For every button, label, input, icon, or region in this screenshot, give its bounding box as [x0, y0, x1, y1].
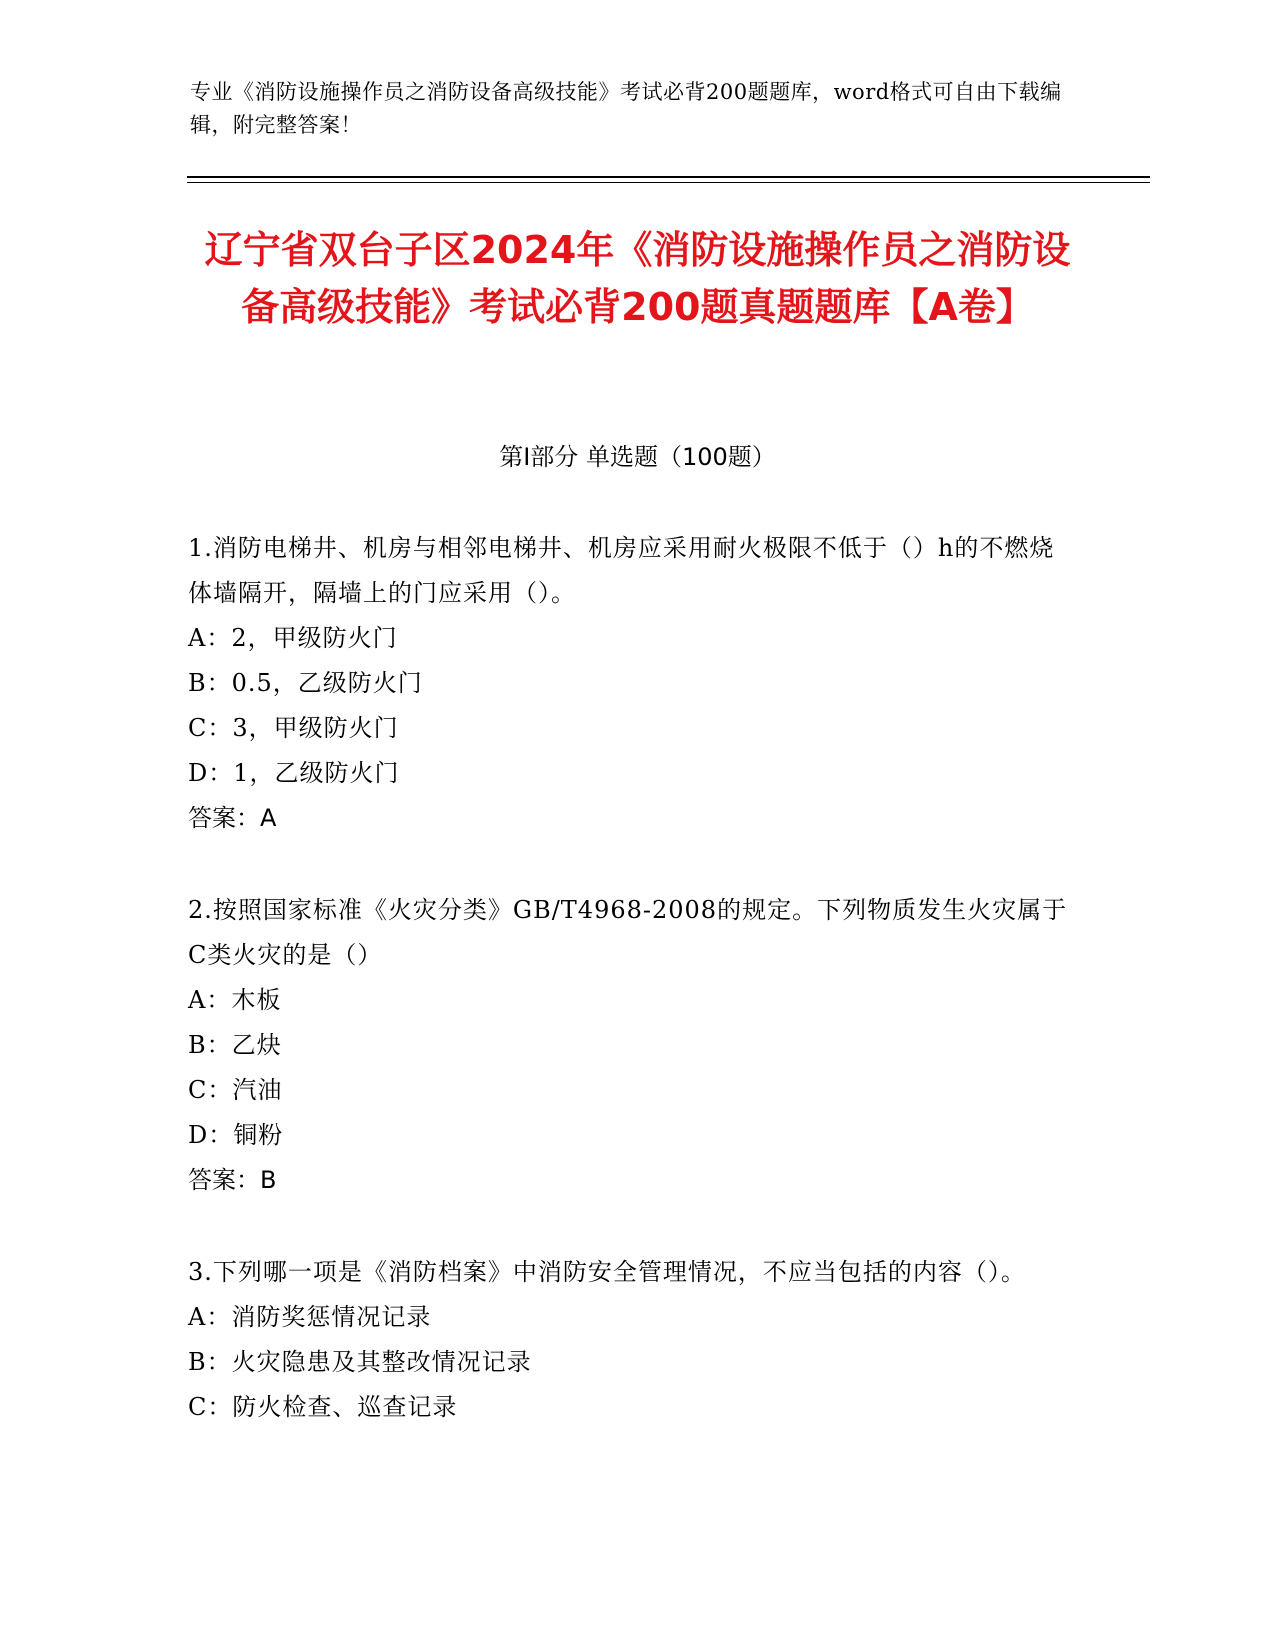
section-heading: 第I部分 单选题（100题） [499, 443, 776, 471]
option-b: B：火灾隐患及其整改情况记录 [188, 1348, 532, 1376]
question-stem: 1.消防电梯井、机房与相邻电梯井、机房应采用耐火极限不低于（）h的不燃烧体墙隔开，隔墙上的门应采用（）。 [188, 534, 1055, 607]
option-c: C：防火检查、巡查记录 [188, 1393, 458, 1421]
header-divider-thin [187, 182, 1150, 183]
option-d: D：铜粉 [188, 1121, 284, 1149]
option-a: A：消防奖惩情况记录 [188, 1303, 432, 1331]
option-d: D：1，乙级防火门 [188, 759, 400, 787]
question-3 [188, 1250, 1078, 1430]
answer: 答案：A [188, 804, 277, 832]
question-stem: 3.下列哪一项是《消防档案》中消防安全管理情况，不应当包括的内容（）。 [188, 1258, 1026, 1286]
option-a: A：2，甲级防火门 [188, 624, 398, 652]
option-c: C：3，甲级防火门 [188, 714, 399, 742]
question-stem: 2.按照国家标准《火灾分类》GB/T4968-2008的规定。下列物质发生火灾属于C类火灾的是（） [188, 896, 1068, 969]
option-b: B：乙炔 [188, 1031, 282, 1059]
question-1 [188, 526, 1078, 841]
option-b: B：0.5，乙级防火门 [188, 669, 423, 697]
option-a: A：木板 [188, 986, 282, 1014]
question-2 [188, 888, 1078, 1203]
document-title: 辽宁省双台子区2024年《消防设施操作员之消防设备高级技能》考试必背200题真题题库【A卷】 [204, 228, 1071, 329]
option-c: C：汽油 [188, 1076, 283, 1104]
header-intro: 专业《消防设施操作员之消防设备高级技能》考试必背200题题库，word格式可自由下载编辑，附完整答案！ [190, 80, 1062, 137]
header-divider-thick [187, 176, 1150, 178]
answer: 答案：B [188, 1166, 277, 1194]
